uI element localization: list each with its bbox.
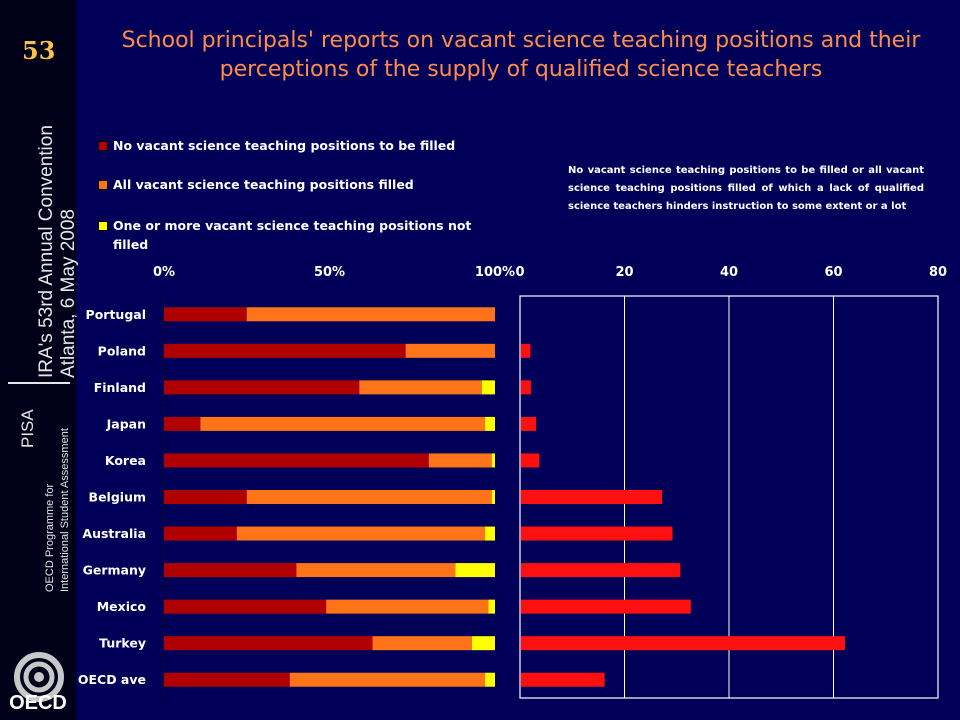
slide-title: School principals' reports on vacant science teaching positions and their perceptions of the supply of qualified science teachers [121,28,921,82]
left-bar-segment-2 [296,563,455,577]
right-bar [521,527,673,541]
left-bar-segment-1 [164,453,429,467]
left-bar-segment-1 [164,673,290,687]
left-category-label: Korea [104,452,146,468]
right-chart-note: No vacant science teaching positions to be filled or all vacant science teaching positions filled of which a lack of qualified science teachers hinders instruction to some extent or a lot [568,165,924,212]
right-bar [521,563,680,577]
left-category-label: Mexico [96,599,146,615]
legend-label: One or more vacant science teaching positions not filled [113,218,472,252]
right-bar [521,453,539,467]
right-x-tick-label: 0 [515,265,525,280]
programme-line2: International Student Assessment [59,428,71,592]
left-category-label: Portugal [85,306,146,322]
pisa-label: PISA [18,409,37,448]
left-category-label: OECD ave [77,672,146,688]
right-bar [521,344,530,358]
left-category-label: Belgium [88,489,146,505]
left-bar-segment-1 [164,563,296,577]
convention-date: Atlanta, 6 May 2008 [58,209,79,378]
left-bar-segment-1 [164,636,373,650]
left-category-label: Japan [106,416,146,432]
right-x-tick-label: 40 [719,265,739,280]
left-bar-segment-2 [373,636,472,650]
programme-line1: OECD Programme for [44,483,56,592]
left-bar-segment-2 [290,673,485,687]
left-bar-segment-1 [164,380,359,394]
left-bar-segment-2 [359,380,481,394]
right-bar [521,600,691,614]
right-bar [521,673,605,687]
left-bar-segment-1 [164,344,406,358]
left-bar-segment-3 [485,527,495,541]
left-bar-segment-2 [406,344,495,358]
left-category-label: Australia [82,526,146,542]
right-bar [521,380,531,394]
right-bar [521,417,536,431]
slide-number: 53 [22,36,56,65]
left-bar-segment-3 [472,636,495,650]
left-bar-segment-2 [200,417,485,431]
left-bar-segment-3 [482,380,495,394]
left-bar-segment-1 [164,307,247,321]
left-bar-segment-2 [247,307,495,321]
left-bar-segment-1 [164,527,237,541]
left-bar-segment-2 [429,453,492,467]
left-category-label: Germany [82,562,146,578]
left-category-label: Turkey [99,635,146,651]
left-bar-segment-3 [455,563,495,577]
left-bar-segment-2 [326,600,488,614]
convention-name: IRA's 53rd Annual Convention [36,125,57,378]
right-bar [521,636,845,650]
right-bar [521,490,662,504]
left-bar-segment-1 [164,417,200,431]
left-bar-segment-3 [492,490,495,504]
legend-label: All vacant science teaching positions filled [113,177,414,192]
left-x-tick-label: 0% [152,265,176,280]
left-x-tick-label: 50% [313,265,346,280]
left-bar-segment-3 [492,453,495,467]
legend-label: No vacant science teaching positions to be filled [113,138,456,153]
left-bar-segment-1 [164,490,247,504]
left-bar-segment-2 [237,527,485,541]
right-x-tick-label: 20 [615,265,634,280]
left-bar-segment-3 [485,417,495,431]
left-bar-segment-3 [488,600,495,614]
left-bar-segment-1 [164,600,326,614]
right-x-tick-label: 60 [824,265,843,280]
left-category-label: Poland [97,343,146,359]
left-x-tick-label: 100% [474,265,516,280]
oecd-logo-text: OECD [9,692,67,714]
right-x-tick-label: 80 [928,265,948,280]
left-category-label: Finland [93,379,146,395]
left-bar-segment-3 [485,673,495,687]
left-bar-segment-2 [247,490,492,504]
